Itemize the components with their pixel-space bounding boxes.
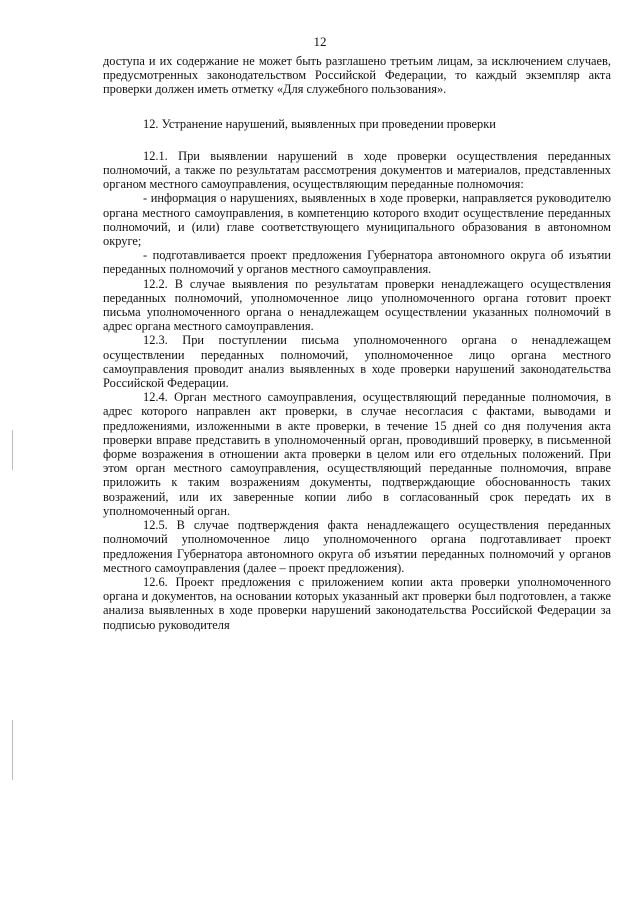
- section-heading: 12. Устранение нарушений, выявленных при проведении проверки: [143, 116, 496, 131]
- clause-12-2: 12.2. В случае выявления по результатам проверки ненадлежащего осуществления переданных полномочий, уполномоченное лицо уполномоченного органа готовит проект письма уполномоченного органа о ненадлежащем осуществлении указанных полномочий в адрес органа местного самоуправления.: [103, 276, 611, 334]
- clause-12-4: 12.4. Орган местного самоуправления, осуществляющий переданные полномочия, в адрес которого направлен акт проверки, в случае несогласия с фактами, выводами и предложениями, изложенными в акте проверки, в течение 15 дней со дня получения акта проверки вправе представить в уполномоченный орган, проводивший проверку, в письменной форме возражения в отношении акта проверки в целом или его отдельных положений. При этом орган местного самоуправления, осуществляющий переданные полномочия, вправе приложить к таким возражениям документы, подтверждающие обоснованность таких возражений, или их заверенные копии либо в согласованный срок передать их в уполномоченный орган.: [103, 390, 611, 518]
- clause-12-1-item: - информация о нарушениях, выявленных в ходе проверки, направляется руководителю органа местного самоуправления, в компетенцию которого входит осуществление переданных полномочий, и (или) главе соответствующего муниципального образования в автономном округе;: [103, 191, 611, 249]
- clause-12-1: 12.1. При выявлении нарушений в ходе проверки осуществления переданных полномочий, а также по результатам рассмотрения документов и материалов, представленных органом местного самоуправления, осуществляющим переданные полномочия:: [103, 148, 611, 192]
- scan-edge-mark: [12, 430, 13, 470]
- page-number: 12: [313, 34, 327, 49]
- clause-12-5: 12.5. В случае подтверждения факта ненадлежащего осуществления переданных полномочий уполномоченное лицо уполномоченного органа подготавливает проект предложения Губернатора автономного округа об изъятии переданных полномочий у органов местного самоуправления (далее – проект предложения).: [103, 518, 611, 575]
- intro-paragraph: доступа и их содержание не может быть разглашено третьим лицам, за исключением случаев, предусмотренных законодательством Российской Федерации, то каждый экземпляр акта проверки должен иметь отметку «Для служебного пользования».: [103, 54, 611, 97]
- clause-12-3: 12.3. При поступлении письма уполномоченного органа о ненадлежащем осуществлении переданных полномочий, уполномоченное лицо органа местного самоуправления проводит анализ выявленных в ходе проверки нарушений законодательства Российской Федерации.: [103, 333, 611, 391]
- clause-12-6: 12.6. Проект предложения с приложением копии акта проверки уполномоченного органа и документов, на основании которых указанный акт проверки был подготовлен, а также анализа выявленных в ходе проверки нарушений законодательства Российской Федерации за подписью руководителя: [103, 574, 611, 632]
- scan-edge-mark: [12, 720, 13, 780]
- clause-12-1-item: - подготавливается проект предложения Губернатора автономного округа об изъятии переданных полномочий у органов местного самоуправления.: [103, 248, 611, 277]
- document-body: [103, 54, 611, 632]
